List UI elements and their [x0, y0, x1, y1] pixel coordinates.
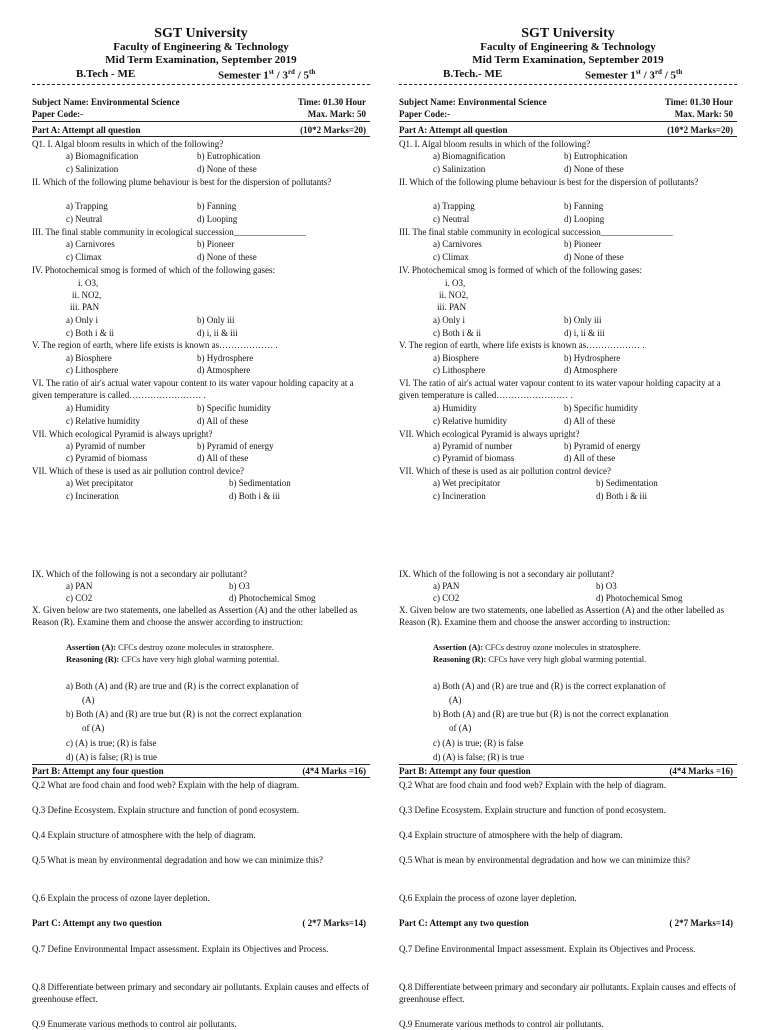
sub-item: i. O3, — [78, 278, 99, 288]
option: c) Climax — [433, 252, 469, 262]
option: a) Pyramid of number — [66, 441, 146, 451]
reasoning: Reasoning (R): CFCs have very high global warming potential. — [66, 655, 280, 664]
option: c) Both i & ii — [66, 328, 114, 338]
part-c-heading: Part C: Attempt any two question ( 2*7 Marks=14) — [32, 918, 366, 928]
exam-title: Mid Term Examination, September 2019 — [472, 54, 664, 66]
option: c) Both i & ii — [433, 328, 481, 338]
option: a) Carnivores — [433, 239, 482, 249]
question-1: Q1. I. Algal bloom results in which of the following? — [32, 139, 224, 149]
question-10: X. Given below are two statements, one labelled as Assertion (A) and the other labelled as Reason (R). Examine them and choose the answer according to instruction: — [32, 605, 358, 627]
option: c) CO2 — [433, 593, 460, 603]
part-b-heading: Part B: Attempt any four question (4*4 Marks =16) — [399, 766, 733, 776]
option: b) Only iii — [197, 315, 235, 325]
option: b) Specific humidity — [564, 403, 638, 413]
assertion: Assertion (A): CFCs destroy ozone molecules in stratosphere. — [66, 643, 274, 652]
option: c) Lithosphere — [433, 365, 486, 375]
faculty-title: Faculty of Engineering & Technology — [113, 41, 289, 53]
subject-row — [32, 96, 370, 108]
option: a) Biomagnification — [66, 151, 139, 161]
option: d) None of these — [197, 252, 257, 262]
option: a) Biomagnification — [433, 151, 506, 161]
option: d) (A) is false; (R) is true — [66, 752, 157, 762]
question-b5: Q.5 What is mean by environmental degradation and how we can minimize this? — [32, 855, 324, 865]
option: b) Eutrophication — [197, 151, 261, 161]
option: d) (A) is false; (R) is true — [433, 752, 524, 762]
question-b5: Q.5 What is mean by environmental degradation and how we can minimize this? — [399, 855, 691, 865]
option: c) Neutral — [66, 214, 103, 224]
question-3: III. The final stable community in ecological succession________________ — [32, 227, 306, 237]
option: c) Salinization — [66, 164, 119, 174]
divider — [399, 777, 737, 778]
question-9: IX. Which of the following is not a secondary air pollutant? — [399, 569, 615, 579]
question-8: VII. Which of these is used as air pollution control device? — [32, 466, 245, 476]
option: c) Pyramid of biomass — [66, 453, 148, 463]
question-10: X. Given below are two statements, one labelled as Assertion (A) and the other labelled as Reason (R). Examine them and choose the answer according to instruction: — [399, 605, 725, 627]
option: c) Salinization — [433, 164, 486, 174]
question-7: VII. Which ecological Pyramid is always upright? — [32, 429, 213, 439]
sub-item: iii. PAN — [437, 302, 467, 312]
option: b) Sedimentation — [229, 478, 291, 488]
question-6: VI. The ratio of air's actual water vapour content to its water vapour holding capacity at a given temperature is called…………………… . — [32, 378, 354, 400]
question-5: V. The region of earth, where life exists is known as……………… . — [32, 340, 278, 350]
university-title: SGT University — [154, 26, 248, 41]
divider — [32, 84, 370, 85]
question-c8: Q.8 Differentiate between primary and secondary air pollutants. Explain causes and effects of greenhouse effect. — [32, 982, 370, 1004]
option: a) Trapping — [66, 201, 108, 211]
option: b) Hydrosphere — [197, 353, 254, 363]
time: Time: 01.30 Hour — [297, 97, 366, 107]
option: (A) — [449, 695, 462, 705]
option: a) Trapping — [433, 201, 475, 211]
question-c9: Q.9 Enumerate various methods to control air pollutants. — [32, 1019, 237, 1029]
option: b) Eutrophication — [564, 151, 628, 161]
university-title: SGT University — [521, 26, 615, 41]
sub-item: ii. NO2, — [72, 290, 102, 300]
time: Time: 01.30 Hour — [664, 97, 733, 107]
divider — [32, 777, 370, 778]
max-mark: Max. Mark: 50 — [307, 109, 366, 119]
part-b-heading: Part B: Attempt any four question (4*4 Marks =16) — [32, 766, 366, 776]
question-4: IV. Photochemical smog is formed of which of the following gases: — [399, 265, 643, 275]
question-2: II. Which of the following plume behaviour is best for the dispersion of pollutants? — [32, 177, 332, 187]
option: d) Atmosphere — [197, 365, 251, 375]
option: b) Only iii — [564, 315, 602, 325]
option: c) Neutral — [433, 214, 470, 224]
option: c) Pyramid of biomass — [433, 453, 515, 463]
option: d) i, ii & iii — [197, 328, 238, 338]
option: b) Both (A) and (R) are true but (R) is not the correct explanation — [66, 709, 302, 719]
option: d) Looping — [197, 214, 238, 224]
option: a) Both (A) and (R) are true and (R) is the correct explanation of — [66, 681, 299, 691]
option: d) None of these — [197, 164, 257, 174]
option: b) Fanning — [197, 201, 237, 211]
semester: Semester 1st / 3rd / 5th — [585, 68, 683, 82]
paper-code: Paper Code:- — [32, 109, 84, 119]
question-6: VI. The ratio of air's actual water vapour content to its water vapour holding capacity at a given temperature is called…………………… . — [399, 378, 721, 400]
option: b) Fanning — [564, 201, 604, 211]
option: b) Sedimentation — [596, 478, 658, 488]
divider — [399, 84, 737, 85]
option: of (A) — [82, 723, 105, 733]
option: d) Photochemical Smog — [229, 593, 316, 603]
option: a) Carnivores — [66, 239, 115, 249]
subject-name: Subject Name: Environmental Science — [32, 97, 180, 107]
option: b) Pyramid of energy — [564, 441, 641, 451]
semester: Semester 1st / 3rd / 5th — [218, 68, 316, 82]
question-2: II. Which of the following plume behaviour is best for the dispersion of pollutants? — [399, 177, 699, 187]
option: b) O3 — [229, 581, 250, 591]
option: c) Lithosphere — [66, 365, 119, 375]
question-7: VII. Which ecological Pyramid is always upright? — [399, 429, 580, 439]
option: d) Both i & iii — [596, 491, 648, 501]
sub-item: i. O3, — [445, 278, 466, 288]
program: B.Tech - ME — [76, 68, 136, 80]
option: c) (A) is true; (R) is false — [66, 738, 157, 748]
question-b2: Q.2 What are food chain and food web? Explain with the help of diagram. — [32, 780, 299, 790]
question-b3: Q.3 Define Ecosystem. Explain structure and function of pond ecosystem. — [32, 805, 299, 815]
option: d) All of these — [197, 453, 249, 463]
option: c) Climax — [66, 252, 102, 262]
program: B.Tech.- ME — [443, 68, 503, 80]
subject-row — [399, 96, 737, 108]
reasoning: Reasoning (R): CFCs have very high global warming potential. — [433, 655, 647, 664]
option: d) All of these — [564, 453, 616, 463]
option: d) None of these — [564, 164, 624, 174]
option: a) Wet precipitator — [66, 478, 134, 488]
divider — [32, 121, 370, 122]
question-c7: Q.7 Define Environmental Impact assessment. Explain its Objectives and Process. — [399, 944, 696, 954]
divider — [399, 136, 737, 137]
option: b) Hydrosphere — [564, 353, 621, 363]
option: b) Specific humidity — [197, 403, 271, 413]
assertion: Assertion (A): CFCs destroy ozone molecules in stratosphere. — [433, 643, 641, 652]
option: d) i, ii & iii — [564, 328, 605, 338]
part-c-heading: Part C: Attempt any two question ( 2*7 Marks=14) — [399, 918, 733, 928]
option: d) Looping — [564, 214, 605, 224]
option: a) Only i — [66, 315, 98, 325]
option: a) Wet precipitator — [433, 478, 501, 488]
option: b) Pioneer — [197, 239, 235, 249]
option: d) Atmosphere — [564, 365, 618, 375]
part-a-heading: Part A: Attempt all question (10*2 Marks=20) — [399, 125, 733, 135]
part-a-heading: Part A: Attempt all question (10*2 Marks=20) — [32, 125, 366, 135]
option: a) PAN — [433, 581, 460, 591]
option: c) Relative humidity — [433, 416, 507, 426]
question-8: VII. Which of these is used as air pollution control device? — [399, 466, 612, 476]
divider — [32, 136, 370, 137]
faculty-title: Faculty of Engineering & Technology — [480, 41, 656, 53]
question-c9: Q.9 Enumerate various methods to control air pollutants. — [399, 1019, 604, 1029]
question-b4: Q.4 Explain structure of atmosphere with the help of diagram. — [399, 830, 623, 840]
exam-title: Mid Term Examination, September 2019 — [105, 54, 297, 66]
question-b3: Q.3 Define Ecosystem. Explain structure and function of pond ecosystem. — [399, 805, 666, 815]
option: b) Pyramid of energy — [197, 441, 274, 451]
max-mark: Max. Mark: 50 — [674, 109, 733, 119]
question-4: IV. Photochemical smog is formed of which of the following gases: — [32, 265, 276, 275]
option: a) Humidity — [66, 403, 110, 413]
question-9: IX. Which of the following is not a secondary air pollutant? — [32, 569, 248, 579]
option: of (A) — [449, 723, 472, 733]
question-5: V. The region of earth, where life exists is known as……………… . — [399, 340, 645, 350]
subject-name: Subject Name: Environmental Science — [399, 97, 547, 107]
option: c) Incineration — [433, 491, 486, 501]
question-c7: Q.7 Define Environmental Impact assessment. Explain its Objectives and Process. — [32, 944, 329, 954]
option: d) Both i & iii — [229, 491, 281, 501]
option: c) (A) is true; (R) is false — [433, 738, 524, 748]
option: c) Incineration — [66, 491, 119, 501]
question-b2: Q.2 What are food chain and food web? Explain with the help of diagram. — [399, 780, 666, 790]
option: a) Both (A) and (R) are true and (R) is the correct explanation of — [433, 681, 666, 691]
paper-code: Paper Code:- — [399, 109, 451, 119]
sub-item: ii. NO2, — [439, 290, 469, 300]
option: b) Both (A) and (R) are true but (R) is not the correct explanation — [433, 709, 669, 719]
question-b4: Q.4 Explain structure of atmosphere with the help of diagram. — [32, 830, 256, 840]
question-b6: Q.6 Explain the process of ozone layer depletion. — [32, 893, 210, 903]
option: a) Pyramid of number — [433, 441, 513, 451]
option: b) Pioneer — [564, 239, 602, 249]
option: a) Humidity — [433, 403, 477, 413]
question-b6: Q.6 Explain the process of ozone layer depletion. — [399, 893, 577, 903]
option: c) Relative humidity — [66, 416, 140, 426]
option: d) None of these — [564, 252, 624, 262]
option: c) CO2 — [66, 593, 93, 603]
divider — [399, 121, 737, 122]
question-c8: Q.8 Differentiate between primary and secondary air pollutants. Explain causes and effects of greenhouse effect. — [399, 982, 737, 1004]
option: (A) — [82, 695, 95, 705]
sub-item: iii. PAN — [70, 302, 100, 312]
option: a) Biosphere — [66, 353, 112, 363]
option: d) All of these — [564, 416, 616, 426]
question-1: Q1. I. Algal bloom results in which of the following? — [399, 139, 591, 149]
option: a) PAN — [66, 581, 93, 591]
paper-code-row — [32, 108, 370, 120]
option: a) Only i — [433, 315, 465, 325]
option: a) Biosphere — [433, 353, 479, 363]
paper-code-row — [399, 108, 737, 120]
question-3: III. The final stable community in ecological succession________________ — [399, 227, 673, 237]
option: d) All of these — [197, 416, 249, 426]
option: d) Photochemical Smog — [596, 593, 683, 603]
option: b) O3 — [596, 581, 617, 591]
